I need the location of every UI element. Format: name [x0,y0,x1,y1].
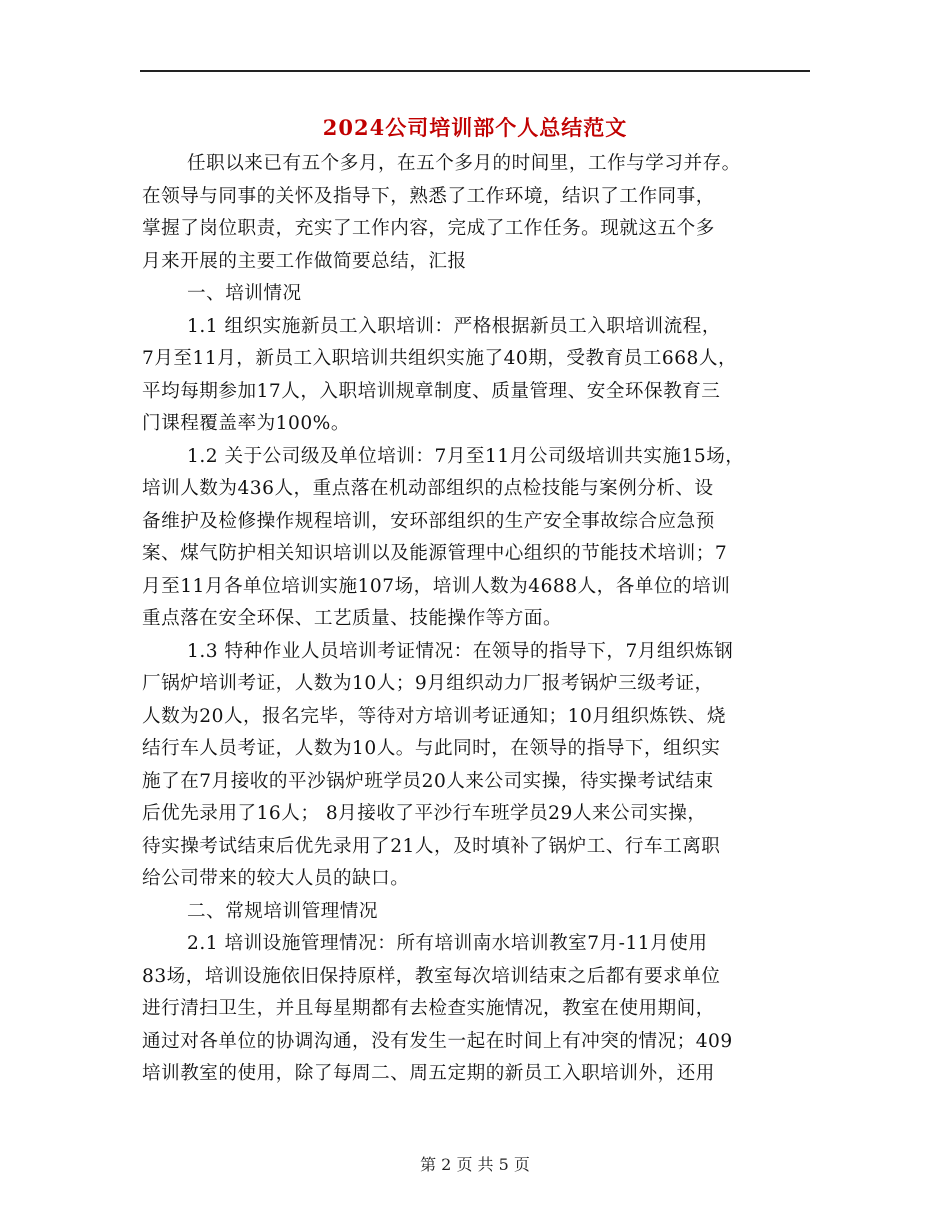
body-line: 2.1 培训设施管理情况：所有培训南水培训教室7月-11月使用 [187,933,708,954]
page-footer: 第 2 页 共 5 页 [420,1155,530,1174]
document-body [142,148,814,1091]
body-line: 月来开展的主要工作做简要总结，汇报 [142,250,467,272]
body-line: 1.3 特种作业人员培训考证情况：在领导的指导下，7月组织炼钢 [187,640,734,662]
body-line: 7月至11月，新员工入职培训共组织实施了40期，受教育员工668人， [142,348,738,369]
document-title: 2024公司培训部个人总结范文 [322,115,628,140]
body-line: 掌握了岗位职责，充实了工作内容，完成了工作任务。现就这五个多 [142,218,715,239]
body-line: 一、培训情况 [187,283,302,304]
body-line: 任职以来已有五个多月，在五个多月的时间里，工作与学习并存。 [187,153,741,174]
body-line: 1.2 关于公司级及单位培训：7月至11月公司级培训共实施15场， [187,445,745,467]
body-line: 月至11月各单位培训实施107场，培训人数为4688人，各单位的培训 [142,575,731,597]
body-line: 待实操考试结束后优先录用了21人，及时填补了锅炉工、行车工离职 [142,835,721,857]
body-line: 1.1 组织实施新员工入职培训：严格根据新员工入职培训流程， [187,315,721,337]
body-line: 培训人数为436人，重点落在机动部组织的点检技能与案例分析、设 [142,478,714,499]
body-line: 通过对各单位的协调沟通，没有发生一起在时间上有冲突的情况；409 [142,1030,733,1052]
body-line: 备维护及检修操作规程培训，安环部组织的生产安全事故综合应急预 [142,510,715,532]
body-line: 后优先录用了16人； 8月接收了平沙行车班学员29人来公司实操， [142,803,707,824]
body-line: 案、煤气防护相关知识培训以及能源管理中心组织的节能技术培训；7 [142,543,728,564]
header-rule [140,70,810,72]
body-line: 平均每期参加17人，入职培训规章制度、质量管理、安全环保教育三 [142,380,721,402]
body-line: 结行车人员考证，人数为10人。与此同时，在领导的指导下，组织实 [142,738,721,759]
body-line: 83场，培训设施依旧保持原样，教室每次培训结束之后都有要求单位 [142,965,721,987]
body-line: 重点落在安全环保、工艺质量、技能操作等方面。 [142,608,563,629]
body-line: 人数为20人，报名完毕，等待对方培训考证通知；10月组织炼铁、烧 [142,705,726,727]
body-line: 给公司带来的较大人员的缺口。 [142,868,410,889]
body-line: 培训教室的使用，除了每周二、周五定期的新员工入职培训外，还用 [142,1063,715,1084]
body-line: 施了在7月接收的平沙锅炉班学员20人来公司实操，待实操考试结束 [142,770,714,792]
body-line: 门课程覆盖率为100%。 [142,413,350,434]
body-line: 二、常规培训管理情况 [187,900,378,922]
body-line: 厂锅炉培训考证，人数为10人；9月组织动力厂报考锅炉三级考证， [142,673,714,694]
body-line: 进行清扫卫生，并且每星期都有去检查实施情况，教室在使用期间， [142,998,715,1019]
body-line: 在领导与同事的关怀及指导下，熟悉了工作环境，结识了工作同事， [142,185,715,207]
